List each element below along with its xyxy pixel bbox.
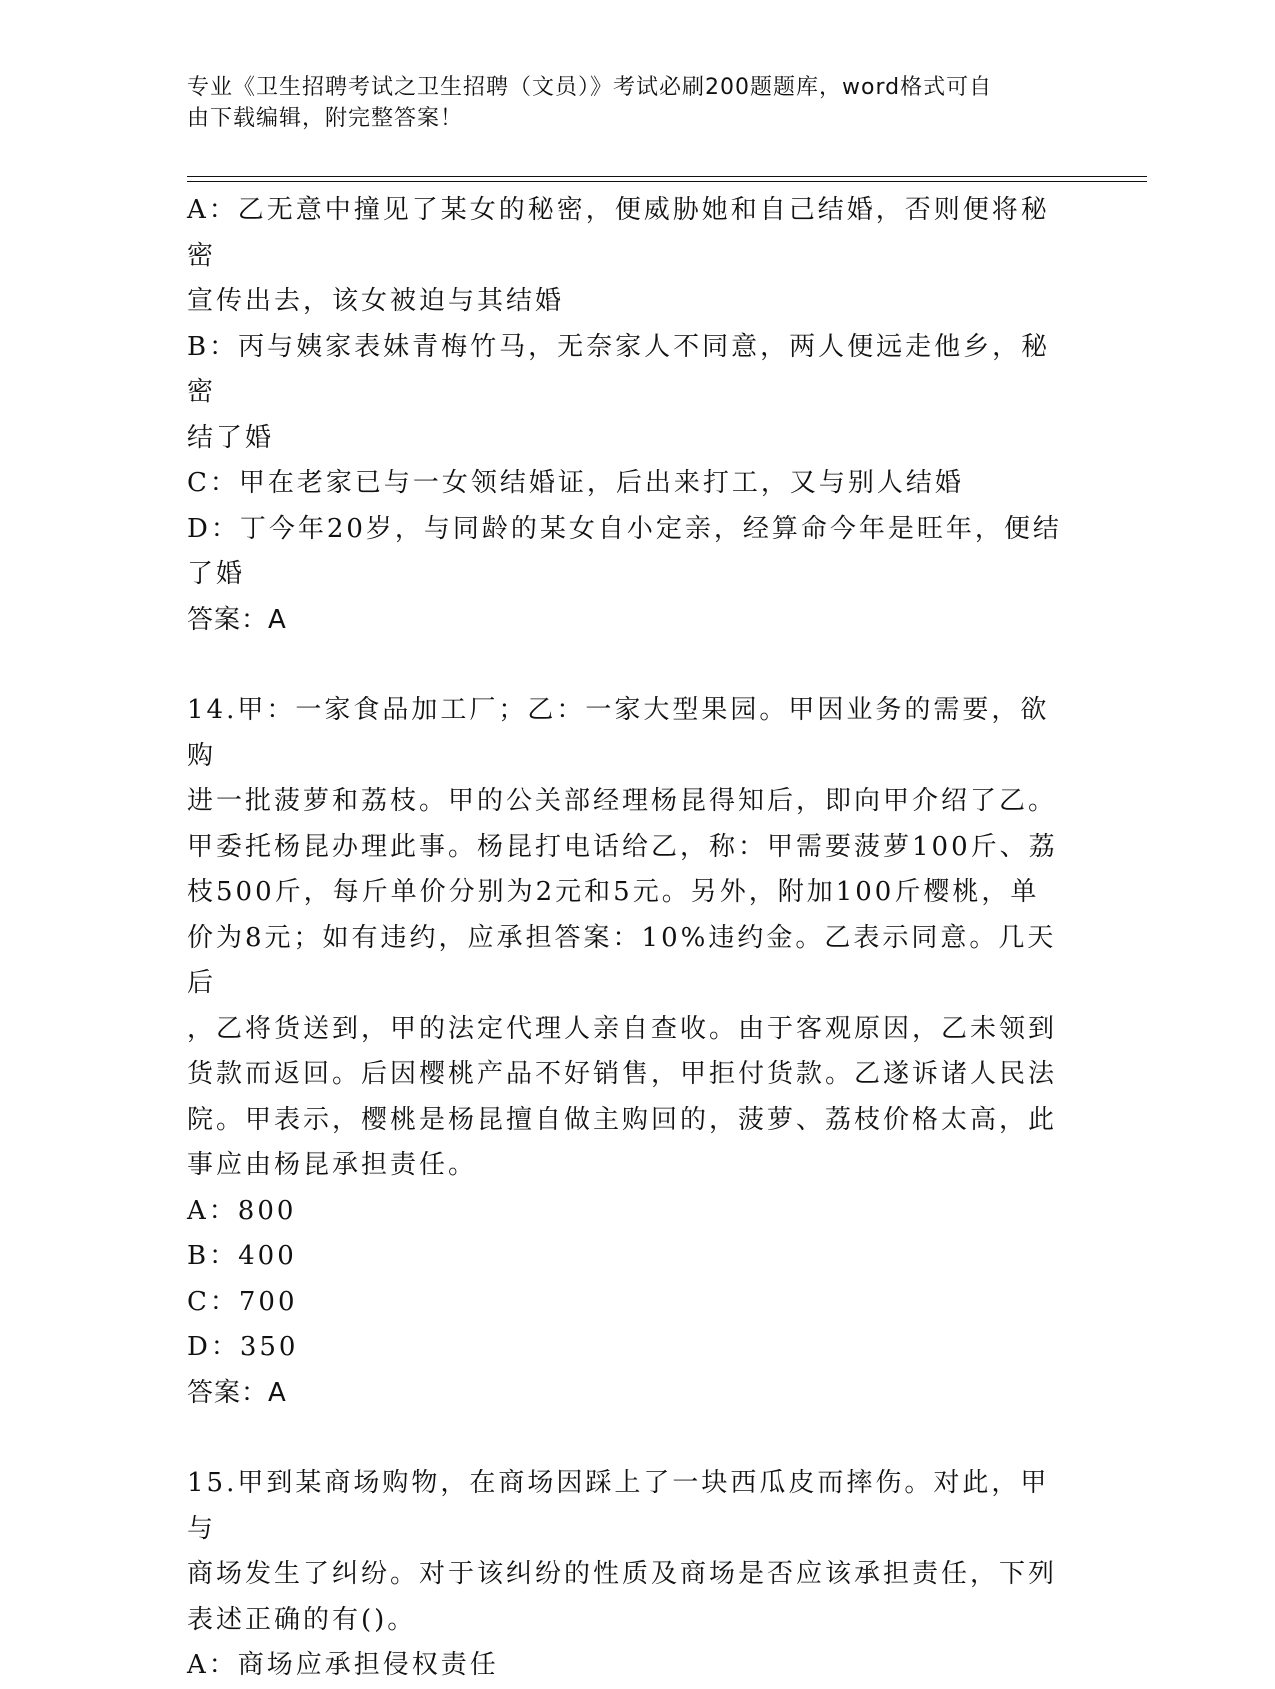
- q14-stem-line-6: ，乙将货送到，甲的法定代理人亲自查收。由于客观原因，乙未领到: [187, 1013, 1058, 1044]
- q13-option-b-line-2: 结了婚: [187, 422, 275, 453]
- spacer: [187, 1416, 1067, 1461]
- header-rule-top: [187, 176, 1147, 177]
- spacer: [187, 643, 1067, 688]
- q13-option-c: C：甲在老家已与一女领结婚证，后出来打工，又与别人结婚: [187, 468, 964, 498]
- q14-stem-line-9: 事应由杨昆承担责任。: [187, 1150, 478, 1180]
- q13-option-a-line-1: A：乙无意中撞见了某女的秘密，便威胁她和自己结婚，否则便将秘密: [187, 195, 1050, 271]
- q14-stem-line-1: 14.甲：一家食品加工厂；乙：一家大型果园。甲因业务的需要，欲购: [187, 695, 1050, 771]
- q14-stem-line-8: 院。甲表示，樱桃是杨昆擅自做主购回的，菠萝、荔枝价格太高，此: [187, 1104, 1058, 1135]
- q14-option-d: D：350: [187, 1332, 299, 1362]
- q14-option-b: B：400: [187, 1241, 297, 1271]
- q13-answer: 答案：A: [187, 604, 287, 635]
- q14-stem-line-3: 甲委托杨昆办理此事。杨昆打电话给乙，称：甲需要菠萝100斤、荔: [187, 831, 1058, 862]
- document-header: [187, 72, 1067, 134]
- q14-stem-line-2: 进一批菠萝和荔枝。甲的公关部经理杨昆得知后，即向甲介绍了乙。: [187, 786, 1058, 816]
- q14-stem-line-5: 价为8元；如有违约，应承担答案：10%违约金。乙表示同意。几天后: [187, 922, 1057, 998]
- q14-option-a: A：800: [187, 1195, 297, 1226]
- q14-stem-line-7: 货款而返回。后因樱桃产品不好销售，甲拒付货款。乙遂诉诸人民法: [187, 1059, 1058, 1089]
- q15-stem-line-2: 商场发生了纠纷。对于该纠纷的性质及商场是否应该承担责任，下列: [187, 1559, 1058, 1589]
- header-line-2: 由下载编辑，附完整答案！: [187, 106, 464, 131]
- question-15: [187, 1461, 1067, 1689]
- q14-answer: 答案：A: [187, 1377, 287, 1408]
- header-rule-bottom: [187, 181, 1147, 182]
- q13-option-a-line-2: 宣传出去，该女被迫与其结婚: [187, 286, 565, 316]
- q13-option-d-line-2: 了婚: [187, 559, 246, 589]
- q13-option-b-line-1: B：丙与姨家表妹青梅竹马，无奈家人不同意，两人便远走他乡，秘密: [187, 331, 1051, 407]
- question-13: [187, 188, 1067, 643]
- q14-option-c: C：700: [187, 1286, 298, 1317]
- document-body: [187, 188, 1067, 1689]
- q15-stem-line-3: 表述正确的有()。: [187, 1604, 417, 1635]
- q14-stem-line-4: 枝500斤，每斤单价分别为2元和5元。另外，附加100斤樱桃，单: [187, 877, 1040, 907]
- header-line-1: 专业《卫生招聘考试之卫生招聘（文员）》考试必刷200题题库，word格式可自: [187, 75, 993, 100]
- q15-stem-line-1: 15.甲到某商场购物，在商场因踩上了一块西瓜皮而摔伤。对此，甲与: [187, 1468, 1050, 1544]
- q15-option-a: A：商场应承担侵权责任: [187, 1650, 499, 1680]
- q13-option-d-line-1: D：丁今年20岁，与同龄的某女自小定亲，经算命今年是旺年，便结: [187, 513, 1062, 544]
- question-14: [187, 688, 1067, 1416]
